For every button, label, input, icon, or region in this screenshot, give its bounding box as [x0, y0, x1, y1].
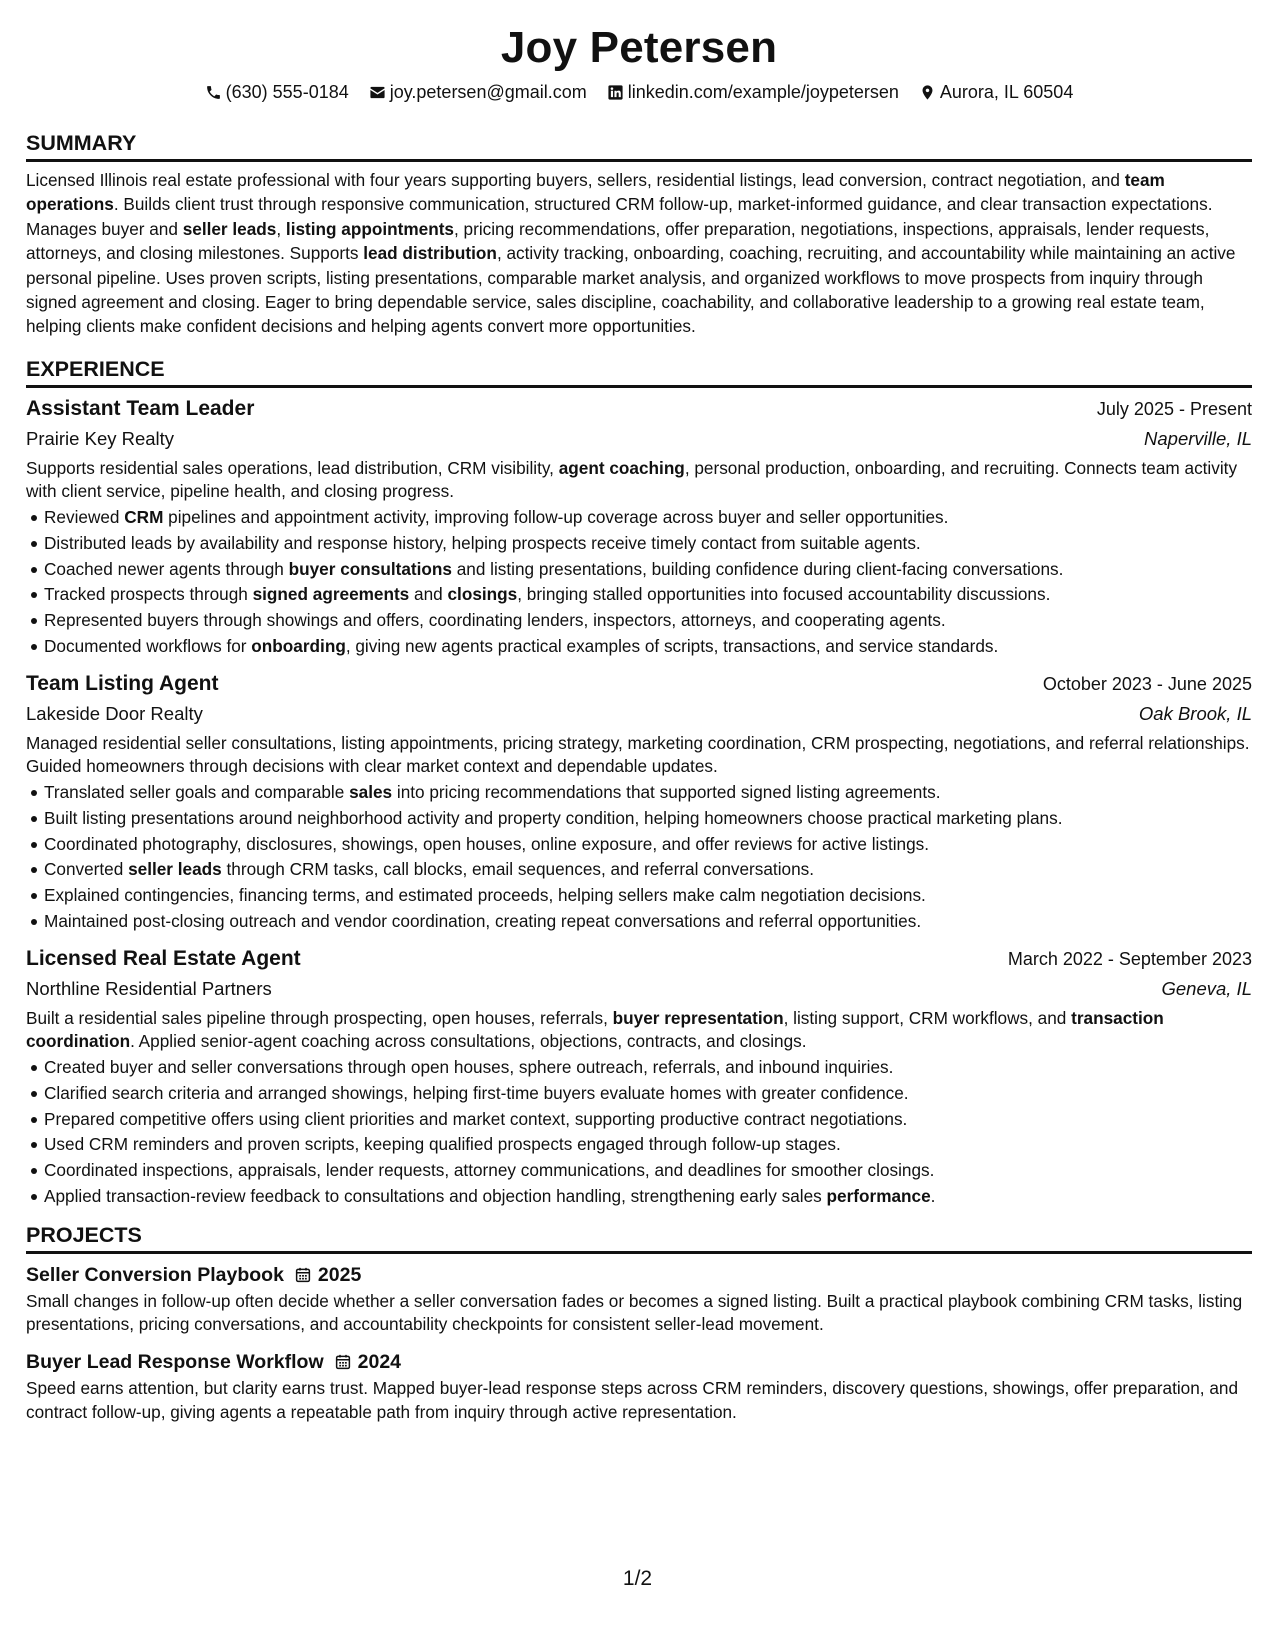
company-name: Northline Residential Partners — [26, 977, 272, 999]
bullet-item: Clarified search criteria and arranged showings, helping first-time buyers evaluate homes with greater confidence. — [26, 1081, 1252, 1107]
bullet-item: Represented buyers through showings and offers, coordinating lenders, inspectors, attorneys, and cooperating agents. — [26, 608, 1252, 634]
project-entry — [26, 1347, 1252, 1424]
job-bullets — [26, 1055, 1252, 1210]
job-dates: October 2023 - June 2025 — [1042, 673, 1252, 694]
job-entry — [26, 669, 1252, 935]
email-text: joy.petersen@gmail.com — [389, 82, 587, 102]
project-year: 2024 — [357, 1350, 402, 1373]
bullet-item: Applied transaction-review feedback to consultations and objection handling, strengthening early sales performance. — [26, 1184, 1252, 1210]
job-title: Assistant Team Leader — [26, 396, 255, 420]
bullet-item: Distributed leads by availability and response history, helping prospects receive timely contact from suitable agents. — [26, 531, 1252, 557]
bullet-item: Used CRM reminders and proven scripts, keeping qualified prospects engaged through follow-up stages. — [26, 1132, 1252, 1158]
phone-text: (630) 555-0184 — [225, 82, 349, 102]
project-name: Buyer Lead Response Workflow — [26, 1350, 324, 1373]
job-dates: March 2022 - September 2023 — [1007, 948, 1252, 969]
job-location: Oak Brook, IL — [1138, 702, 1252, 724]
job-title: Team Listing Agent — [26, 671, 219, 695]
linkedin-text: linkedin.com/example/joypetersen — [627, 82, 899, 102]
bullet-item: Maintained post-closing outreach and vendor coordination, creating repeat conversations and referral opportunities. — [26, 909, 1252, 935]
job-description: Supports residential sales operations, lead distribution, CRM visibility, agent coaching, personal production, onboarding, and recruiting. Connects team activity with client service, pipeline health, and closing progress. — [26, 457, 1238, 502]
experience-heading: EXPERIENCE — [26, 355, 1252, 388]
experience-section — [26, 355, 1252, 1210]
project-description: Small changes in follow-up often decide whether a seller conversation fades or becomes a signed listing. Built a practical playbook combining CRM tasks, listing presentations, pricing conversations, and accountability checkpoints for consistent seller-lead movement. — [26, 1290, 1243, 1335]
bullet-item: Coordinated photography, disclosures, showings, open houses, online exposure, and offer reviews for active listings. — [26, 832, 1252, 858]
map-pin-icon — [919, 84, 936, 101]
job-description: Built a residential sales pipeline through prospecting, open houses, referrals, buyer representation, listing support, CRM workflows, and transaction coordination. Applied senior-agent coaching across consultations, objections, contracts, and closings. — [26, 1007, 1164, 1052]
summary-section — [26, 129, 1252, 339]
bullet-item: Coordinated inspections, appraisals, lender requests, attorney communications, and deadlines for smoother closings. — [26, 1158, 1252, 1184]
project-entry — [26, 1260, 1252, 1337]
candidate-name: Joy Petersen — [500, 23, 778, 72]
contact-email[interactable] — [369, 80, 587, 104]
bullet-item: Coached newer agents through buyer consultations and listing presentations, building confidence during client-facing conversations. — [26, 557, 1252, 583]
job-dates: July 2025 - Present — [1096, 398, 1252, 419]
linkedin-icon — [607, 84, 624, 101]
project-description: Speed earns attention, but clarity earns trust. Mapped buyer-lead response steps across CRM reminders, discovery questions, showings, offer preparation, and contract follow-up, giving agents a repeatable path from inquiry through active representation. — [26, 1377, 1239, 1422]
job-bullets — [26, 780, 1252, 935]
envelope-icon — [369, 84, 386, 101]
job-location: Naperville, IL — [1144, 427, 1252, 449]
contact-bar — [26, 80, 1252, 104]
project-name: Seller Conversion Playbook — [26, 1263, 284, 1286]
contact-phone[interactable] — [205, 80, 349, 104]
job-description: Managed residential seller consultations, listing appointments, pricing strategy, marketing coordination, CRM prospecting, negotiations, and referral relationships. Guided homeowners through decisions with clear market context and dependable updates. — [26, 732, 1250, 777]
bullet-item: Converted seller leads through CRM tasks, call blocks, email sequences, and referral conversations. — [26, 857, 1252, 883]
resume-page — [26, 20, 1252, 1424]
bullet-item: Created buyer and seller conversations through open houses, sphere outreach, referrals, and inbound inquiries. — [26, 1055, 1252, 1081]
location-text: Aurora, IL 60504 — [939, 82, 1074, 102]
phone-icon — [205, 84, 222, 101]
bullet-item: Prepared competitive offers using client priorities and market context, supporting productive contract negotiations. — [26, 1107, 1252, 1133]
job-bullets — [26, 505, 1252, 660]
contact-linkedin[interactable] — [607, 80, 899, 104]
calendar-icon — [294, 1266, 312, 1284]
bullet-item: Tracked prospects through signed agreements and closings, bringing stalled opportunities into focused accountability discussions. — [26, 582, 1252, 608]
bullet-item: Explained contingencies, financing terms, and estimated proceeds, helping sellers make calm negotiation decisions. — [26, 883, 1252, 909]
company-name: Prairie Key Realty — [26, 427, 175, 449]
job-entry — [26, 394, 1252, 660]
contact-location — [919, 80, 1073, 104]
bullet-item: Translated seller goals and comparable sales into pricing recommendations that supported signed listing agreements. — [26, 780, 1252, 806]
summary-heading: SUMMARY — [26, 129, 1252, 162]
bullet-item: Documented workflows for onboarding, giving new agents practical examples of scripts, transactions, and service standards. — [26, 634, 1252, 660]
job-title: Licensed Real Estate Agent — [26, 946, 301, 970]
bullet-item: Built listing presentations around neighborhood activity and property condition, helping homeowners choose practical marketing plans. — [26, 806, 1252, 832]
project-year: 2025 — [317, 1263, 362, 1286]
summary-paragraph: Licensed Illinois real estate professional with four years supporting buyers, sellers, residential listings, lead conversion, contract negotiation, and team operations. Builds client trust through responsive communication, structured CRM follow-up, market-informed guidance, and clear transaction expectations. Manages buyer and seller leads, listing appointments, pricing recommendations, offer preparation, negotiations, inspections, appraisals, lender requests, attorneys, and closing milestones. Supports lead distribution, activity tracking, onboarding, coaching, recruiting, and accountability while maintaining an active personal pipeline. Uses proven scripts, listing presentations, comparable market analysis, and organized workflows to move prospects from inquiry through signed agreement and closing. Eager to bring dependable service, sales discipline, coachability, and collaborative leadership to a growing real estate team, helping clients make confident decisions and helping agents convert more opportunities. — [26, 170, 1236, 337]
job-location: Geneva, IL — [1161, 977, 1252, 999]
page-number: 1/2 — [622, 1567, 653, 1590]
projects-section — [26, 1221, 1252, 1424]
bullet-item: Reviewed CRM pipelines and appointment activity, improving follow-up coverage across buyer and seller opportunities. — [26, 505, 1252, 531]
projects-heading: PROJECTS — [26, 1221, 1252, 1254]
job-entry — [26, 944, 1252, 1210]
company-name: Lakeside Door Realty — [26, 702, 203, 724]
calendar-icon — [334, 1353, 352, 1371]
